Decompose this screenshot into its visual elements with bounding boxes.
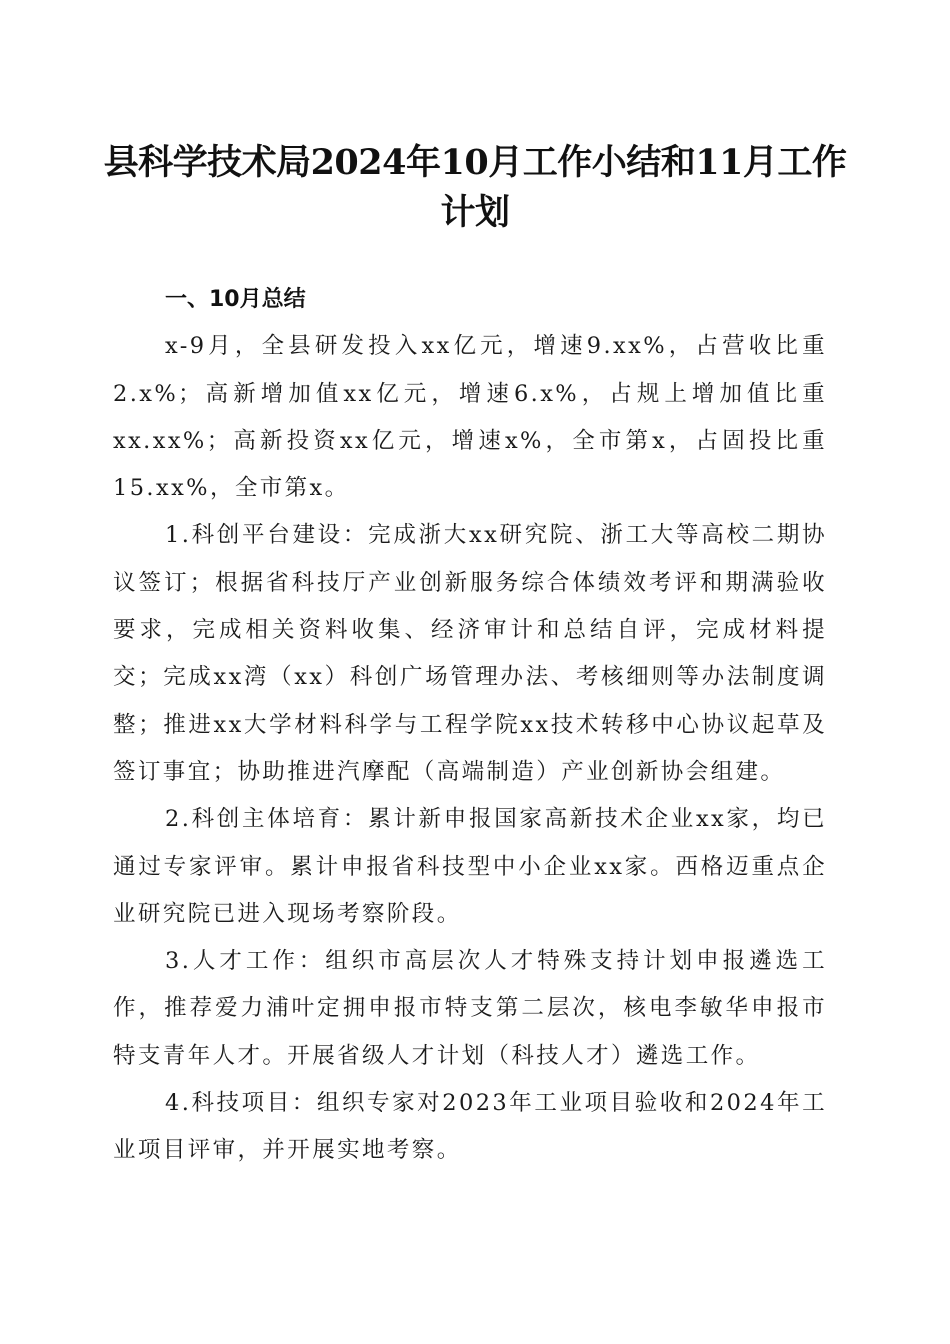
document-title: 县科学技术局2024年10月工作小结和11月工作计划: [103, 142, 847, 233]
paragraph-overview-statistics: x-9月，全县研发投入xx亿元，增速9.xx%，占营收比重2.x%；高新增加值xx亿元，增速6.x%，占规上增加值比重xx.xx%；高新投资xx亿元，增速x%，全市第x，占固投比重15.xx%，全市第x。: [113, 333, 827, 502]
document-body: [113, 276, 827, 1175]
paragraph-tech-projects: 4.科技项目：组织专家对2023年工业项目验收和2024年工业项目评审，并开展实地考察。: [113, 1090, 827, 1164]
paragraph-platform-construction: 1.科创平台建设：完成浙大xx研究院、浙工大等高校二期协议签订；根据省科技厅产业创新服务综合体绩效考评和期满验收要求，完成相关资料收集、经济审计和总结自评，完成材料提交；完成xx湾（xx）科创广场管理办法、考核细则等办法制度调整；推进xx大学材料科学与工程学院xx技术转移中心协议起草及签订事宜；协助推进汽摩配（高端制造）产业创新协会组建。: [113, 522, 827, 785]
section-heading-october-summary: 一、10月总结: [165, 287, 306, 312]
paragraph-entity-cultivation: 2.科创主体培育：累计新申报国家高新技术企业xx家，均已通过专家评审。累计申报省科技型中小企业xx家。西格迈重点企业研究院已进入现场考察阶段。: [113, 806, 827, 927]
paragraph-talent-work: 3.人才工作：组织市高层次人才特殊支持计划申报遴选工作，推荐爱力浦叶定拥申报市特支第二层次，核电李敏华申报市特支青年人才。开展省级人才计划（科技人才）遴选工作。: [113, 948, 827, 1069]
